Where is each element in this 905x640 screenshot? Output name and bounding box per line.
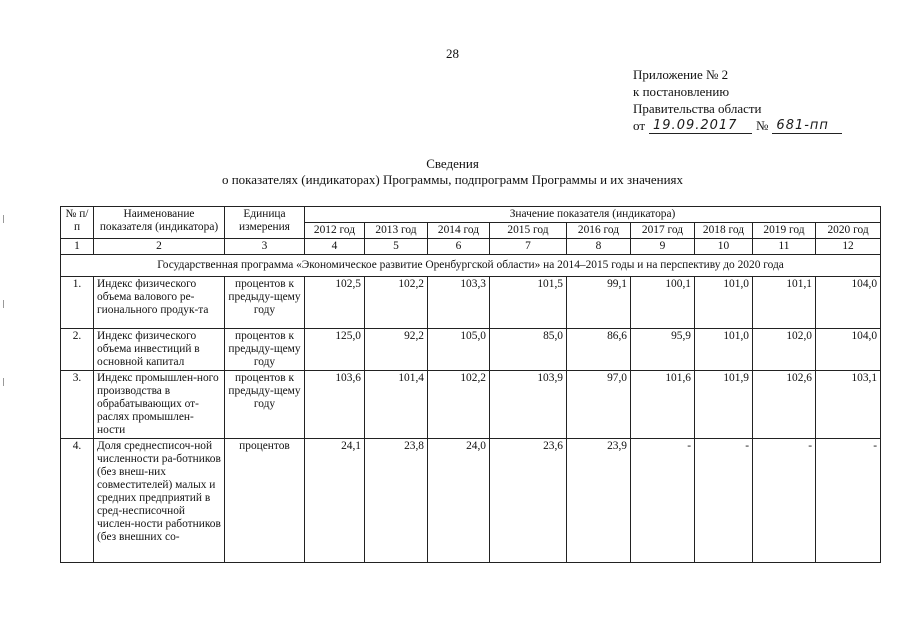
row-value: 101,0 [695, 277, 753, 329]
row-num: 4. [61, 439, 94, 563]
column-index: 10 [695, 239, 753, 255]
row-value: 101,6 [631, 371, 695, 439]
row-value: 101,0 [695, 329, 753, 371]
column-index: 4 [305, 239, 365, 255]
row-value: 103,1 [816, 371, 881, 439]
row-value: 102,5 [305, 277, 365, 329]
header-year: 2013 год [365, 223, 428, 239]
header-num: № п/п [61, 207, 94, 239]
header-year: 2012 год [305, 223, 365, 239]
row-value: 103,9 [490, 371, 567, 439]
row-value: 102,6 [753, 371, 816, 439]
page-number: 28 [446, 46, 459, 61]
row-indicator-name: Доля среднесписоч-ной численности ра-ботников (без внеш-них совместителей) малых и средних предприятий в сред-несписочной числен-ности работников (без внешних со- [94, 439, 225, 563]
row-unit: процентов к предыду-щему году [225, 371, 305, 439]
row-value: 102,2 [365, 277, 428, 329]
header-year: 2015 год [490, 223, 567, 239]
title-line-1: Сведения [426, 156, 479, 171]
row-indicator-name: Индекс физического объема инвестиций в основной капитал [94, 329, 225, 371]
row-value: 95,9 [631, 329, 695, 371]
header-row-1 [61, 207, 881, 223]
row-num: 2. [61, 329, 94, 371]
document-title [0, 156, 905, 188]
row-value: 103,3 [428, 277, 490, 329]
row-value: 23,9 [567, 439, 631, 563]
table-row [61, 329, 881, 371]
scan-mark [3, 300, 4, 308]
row-value: 104,0 [816, 277, 881, 329]
row-value: - [631, 439, 695, 563]
table-row [61, 439, 881, 563]
row-value: 101,4 [365, 371, 428, 439]
header-year: 2016 год [567, 223, 631, 239]
row-value: 104,0 [816, 329, 881, 371]
row-unit: процентов к предыду-щему году [225, 277, 305, 329]
appendix-line-3: Правительства области [633, 101, 762, 116]
row-value: 24,1 [305, 439, 365, 563]
row-value: 85,0 [490, 329, 567, 371]
row-value: 102,2 [428, 371, 490, 439]
column-index: 7 [490, 239, 567, 255]
column-index: 1 [61, 239, 94, 255]
column-index: 3 [225, 239, 305, 255]
row-value: 23,6 [490, 439, 567, 563]
header-year: 2017 год [631, 223, 695, 239]
row-value: - [816, 439, 881, 563]
row-value: - [753, 439, 816, 563]
table-row [61, 371, 881, 439]
header-values-group: Значение показателя (индикатора) [305, 207, 881, 223]
row-value: 105,0 [428, 329, 490, 371]
row-value: 97,0 [567, 371, 631, 439]
row-value: 101,1 [753, 277, 816, 329]
row-value: 92,2 [365, 329, 428, 371]
row-value: 24,0 [428, 439, 490, 563]
row-value: 103,6 [305, 371, 365, 439]
from-label: от [633, 118, 646, 133]
program-title-cell: Государственная программа «Экономическое развитие Оренбургской области» на 2014–2015 годы и на перспективу до 2020 года [61, 255, 881, 277]
row-value: 101,5 [490, 277, 567, 329]
scan-mark [3, 378, 4, 386]
handwritten-date: 19.09.2017 [649, 118, 752, 134]
column-index: 11 [753, 239, 816, 255]
row-value: - [695, 439, 753, 563]
header-name: Наименование показателя (индикатора) [94, 207, 225, 239]
title-line-2: о показателях (индикаторах) Программы, подпрограмм Программы и их значениях [221, 172, 684, 187]
row-indicator-name: Индекс промышлен-ного производства в обрабатывающих от-раслях промышлен-ности [94, 371, 225, 439]
column-index: 9 [631, 239, 695, 255]
row-unit: процентов к предыду-щему году [225, 329, 305, 371]
header-year: 2018 год [695, 223, 753, 239]
appendix-line-1: Приложение № 2 [633, 67, 729, 82]
handwritten-number: 681-пп [772, 118, 842, 134]
scan-mark [3, 215, 4, 223]
appendix-date-line [633, 117, 846, 134]
row-value: 125,0 [305, 329, 365, 371]
column-index-row [61, 239, 881, 255]
table-row [61, 277, 881, 329]
header-year: 2019 год [753, 223, 816, 239]
row-value: 86,6 [567, 329, 631, 371]
row-value: 100,1 [631, 277, 695, 329]
column-index: 12 [816, 239, 881, 255]
row-value: 99,1 [567, 277, 631, 329]
indicators-table [60, 206, 881, 563]
row-value: 101,9 [695, 371, 753, 439]
number-label: № [756, 118, 769, 133]
column-index: 2 [94, 239, 225, 255]
program-row [61, 255, 881, 277]
header-unit: Единица измерения [225, 207, 305, 239]
row-unit: процентов [225, 439, 305, 563]
column-index: 8 [567, 239, 631, 255]
appendix-block [633, 66, 846, 134]
row-value: 102,0 [753, 329, 816, 371]
column-index: 6 [428, 239, 490, 255]
column-index: 5 [365, 239, 428, 255]
row-num: 1. [61, 277, 94, 329]
header-year: 2020 год [816, 223, 881, 239]
appendix-line-2: к постановлению [633, 84, 730, 99]
row-indicator-name: Индекс физического объема валового ре-гионального продук-та [94, 277, 225, 329]
row-num: 3. [61, 371, 94, 439]
header-year: 2014 год [428, 223, 490, 239]
row-value: 23,8 [365, 439, 428, 563]
